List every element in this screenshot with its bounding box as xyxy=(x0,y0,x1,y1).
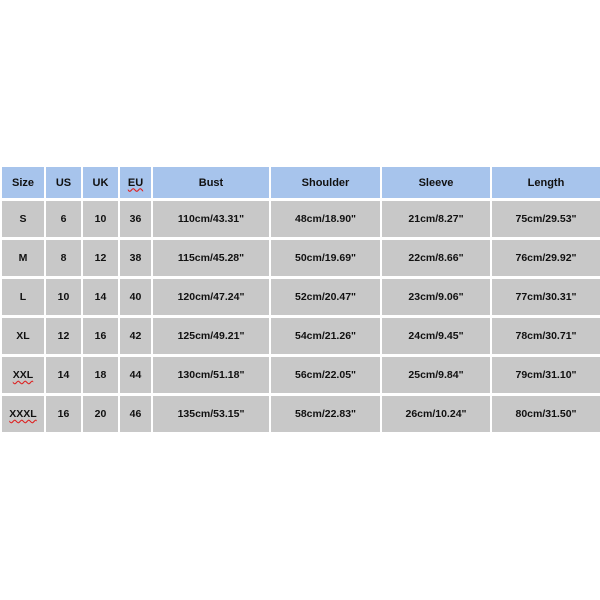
cell-uk: 10 xyxy=(83,201,120,240)
header-eu: EU xyxy=(120,167,153,201)
cell-size: L xyxy=(2,279,46,318)
header-bust: Bust xyxy=(153,167,271,201)
header-uk: UK xyxy=(83,167,120,201)
cell-eu: 46 xyxy=(120,396,153,435)
table-row xyxy=(2,357,600,396)
cell-us: 10 xyxy=(46,279,83,318)
cell-eu: 36 xyxy=(120,201,153,240)
cell-sleeve: 22cm/8.66" xyxy=(382,240,492,279)
cell-length: 79cm/31.10" xyxy=(492,357,600,396)
cell-uk: 16 xyxy=(83,318,120,357)
cell-shoulder: 58cm/22.83" xyxy=(271,396,382,435)
table-row xyxy=(2,201,600,240)
cell-bust: 120cm/47.24" xyxy=(153,279,271,318)
cell-shoulder: 56cm/22.05" xyxy=(271,357,382,396)
table-row xyxy=(2,240,600,279)
cell-length: 76cm/29.92" xyxy=(492,240,600,279)
cell-us: 6 xyxy=(46,201,83,240)
cell-us: 8 xyxy=(46,240,83,279)
cell-bust: 130cm/51.18" xyxy=(153,357,271,396)
cell-uk: 18 xyxy=(83,357,120,396)
table-row xyxy=(2,279,600,318)
size-chart-table xyxy=(2,167,600,435)
cell-shoulder: 48cm/18.90" xyxy=(271,201,382,240)
cell-eu: 40 xyxy=(120,279,153,318)
table-body xyxy=(2,201,600,435)
cell-size: XL xyxy=(2,318,46,357)
cell-sleeve: 26cm/10.24" xyxy=(382,396,492,435)
cell-shoulder: 52cm/20.47" xyxy=(271,279,382,318)
cell-shoulder: 50cm/19.69" xyxy=(271,240,382,279)
cell-bust: 125cm/49.21" xyxy=(153,318,271,357)
cell-length: 77cm/30.31" xyxy=(492,279,600,318)
cell-uk: 14 xyxy=(83,279,120,318)
header-shoulder: Shoulder xyxy=(271,167,382,201)
cell-length: 78cm/30.71" xyxy=(492,318,600,357)
cell-us: 16 xyxy=(46,396,83,435)
table-header-row xyxy=(2,167,600,201)
cell-bust: 110cm/43.31" xyxy=(153,201,271,240)
cell-us: 14 xyxy=(46,357,83,396)
cell-size: M xyxy=(2,240,46,279)
cell-sleeve: 23cm/9.06" xyxy=(382,279,492,318)
cell-shoulder: 54cm/21.26" xyxy=(271,318,382,357)
header-us: US xyxy=(46,167,83,201)
cell-uk: 12 xyxy=(83,240,120,279)
cell-sleeve: 24cm/9.45" xyxy=(382,318,492,357)
cell-size: S xyxy=(2,201,46,240)
cell-size: XXL xyxy=(2,357,46,396)
cell-length: 75cm/29.53" xyxy=(492,201,600,240)
cell-length: 80cm/31.50" xyxy=(492,396,600,435)
cell-uk: 20 xyxy=(83,396,120,435)
table-row xyxy=(2,318,600,357)
cell-sleeve: 25cm/9.84" xyxy=(382,357,492,396)
table-row xyxy=(2,396,600,435)
header-length: Length xyxy=(492,167,600,201)
cell-sleeve: 21cm/8.27" xyxy=(382,201,492,240)
cell-bust: 135cm/53.15" xyxy=(153,396,271,435)
cell-eu: 44 xyxy=(120,357,153,396)
cell-bust: 115cm/45.28" xyxy=(153,240,271,279)
header-size: Size xyxy=(2,167,46,201)
cell-eu: 38 xyxy=(120,240,153,279)
cell-size: XXXL xyxy=(2,396,46,435)
cell-us: 12 xyxy=(46,318,83,357)
header-sleeve: Sleeve xyxy=(382,167,492,201)
cell-eu: 42 xyxy=(120,318,153,357)
